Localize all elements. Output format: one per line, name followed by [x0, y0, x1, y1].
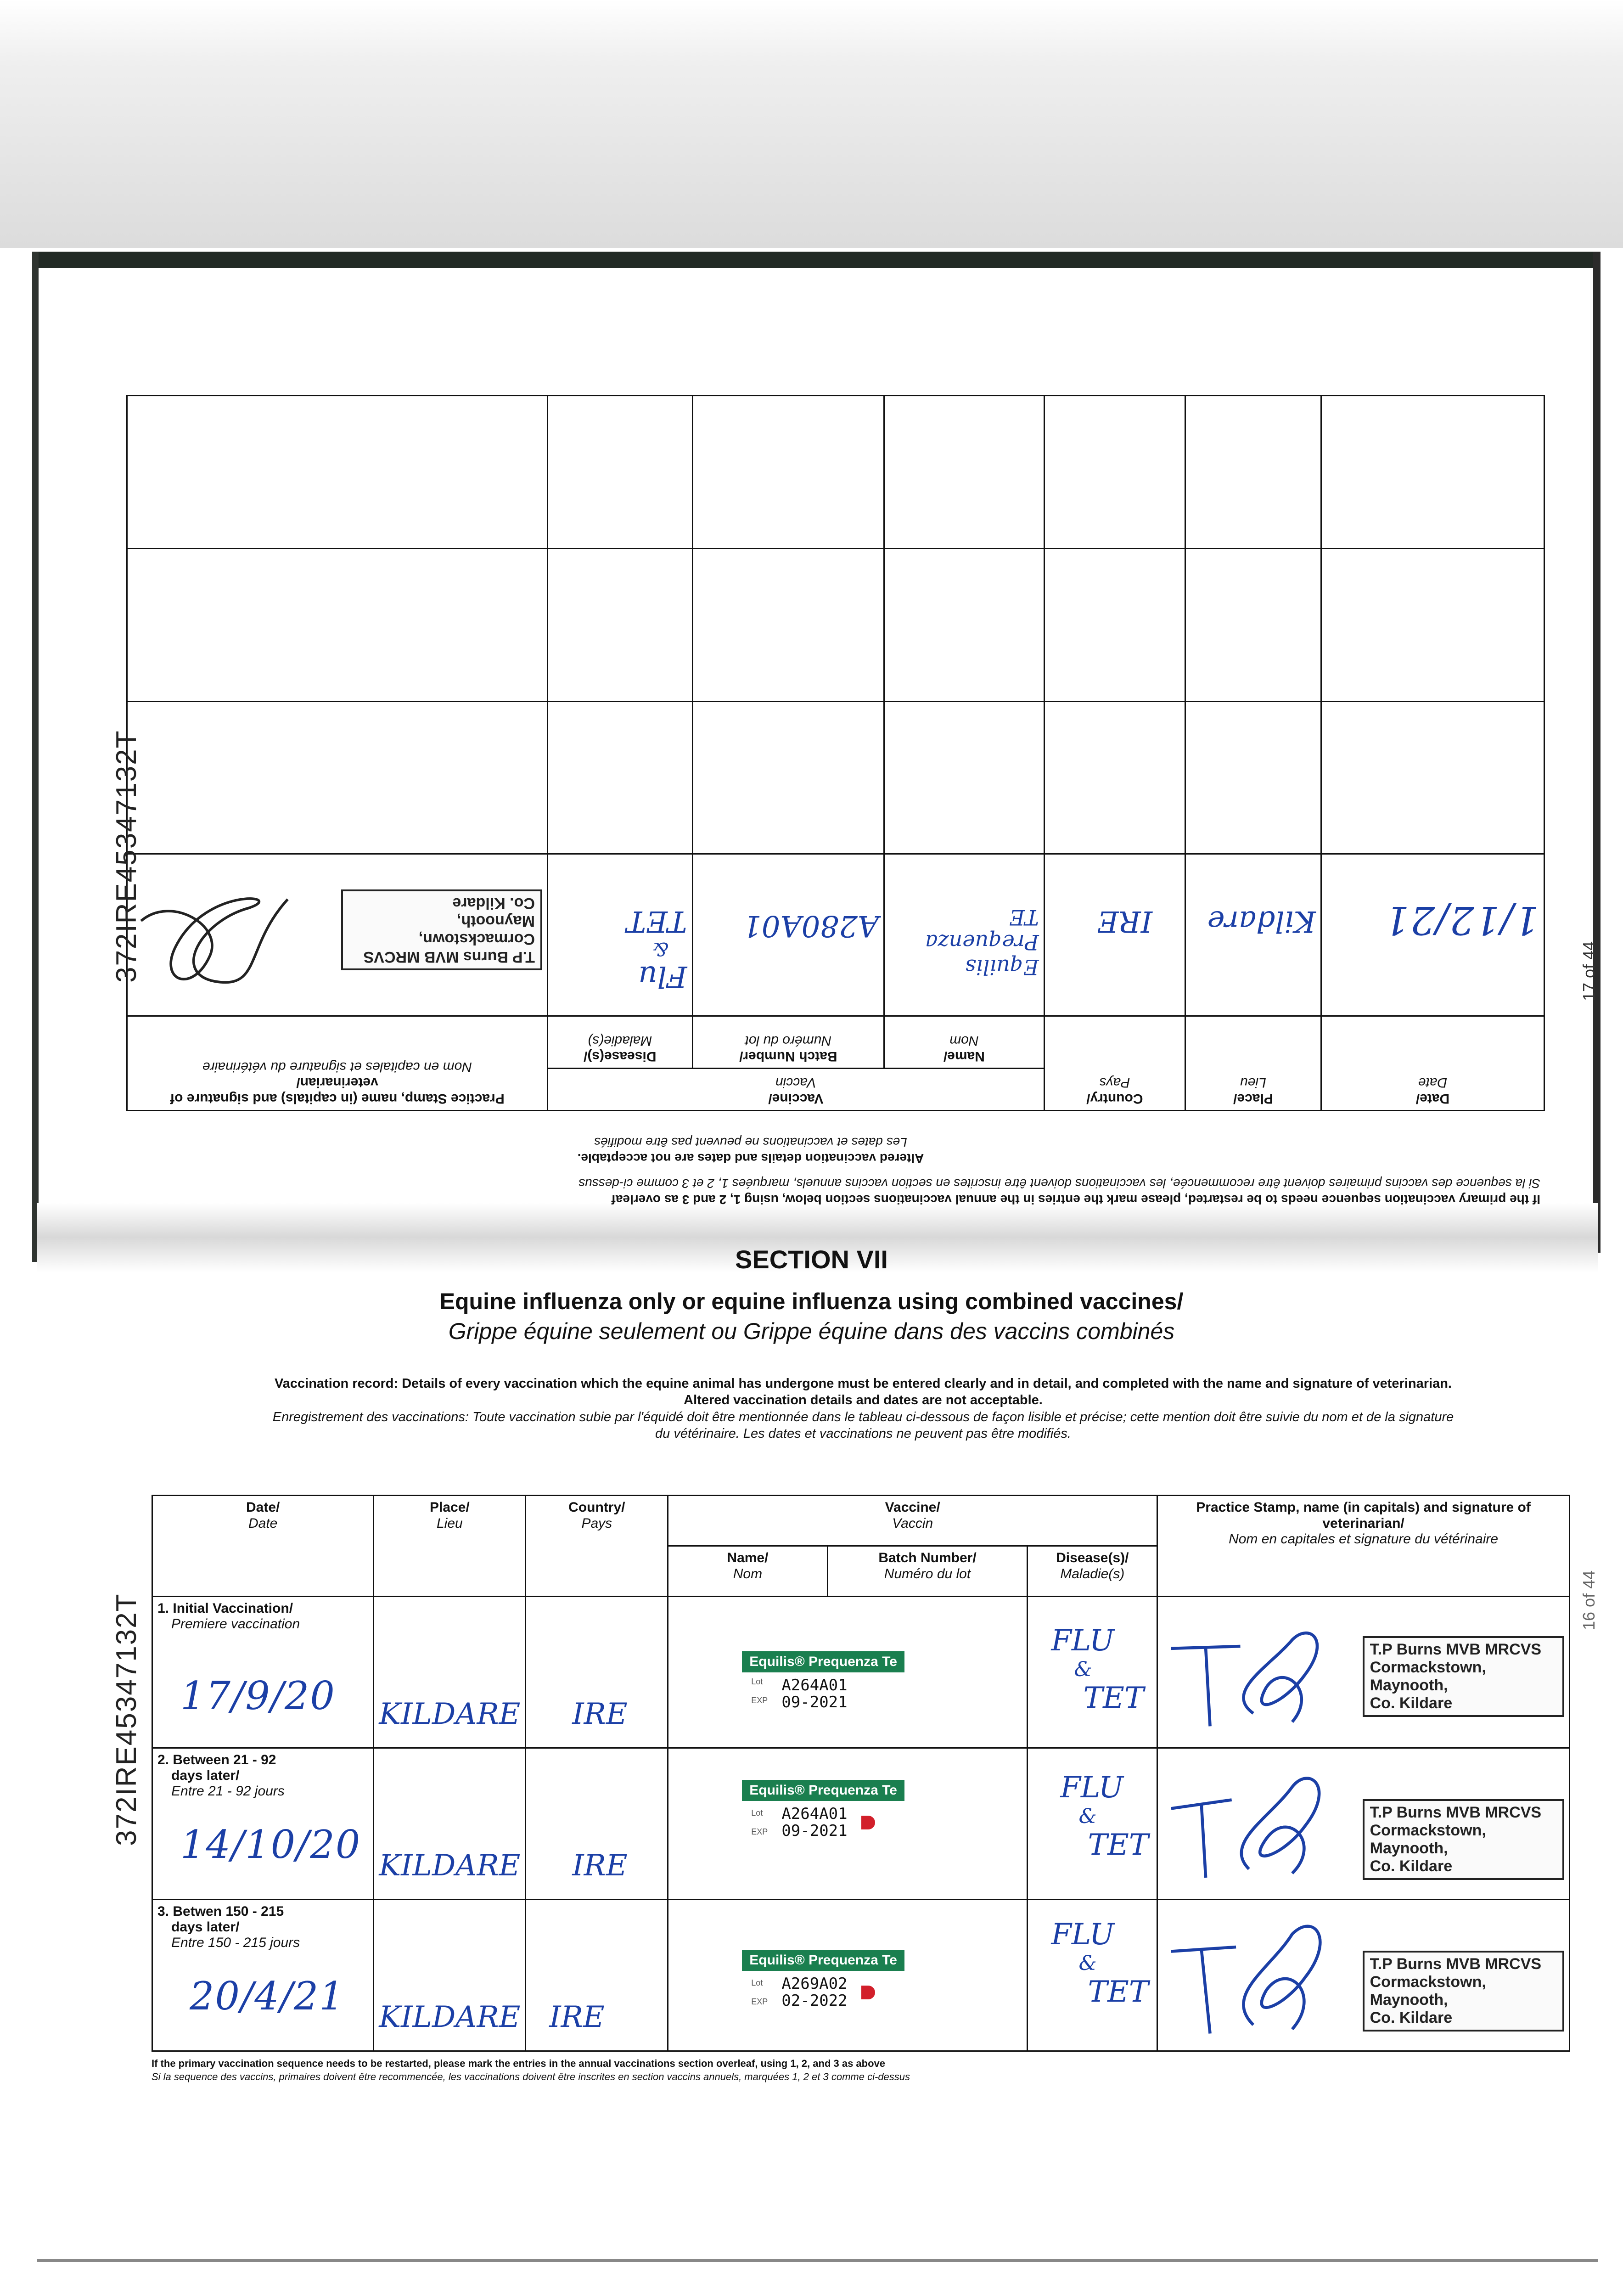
- lower-header-date: Date/ Date: [152, 1496, 374, 1597]
- upper-table-row-empty: [127, 548, 1544, 701]
- table-row: [152, 1597, 1570, 1748]
- row-stamp-cell: [1157, 1748, 1570, 1900]
- upper-altered-note: [406, 1134, 1095, 1166]
- upper-header-country: Country/ Pays: [1044, 1016, 1185, 1111]
- upper-table-row-empty: [127, 701, 1544, 854]
- row-place: KILDARE: [374, 1900, 526, 2051]
- upper-entry-country: IRE: [1044, 854, 1185, 1016]
- product-label: Equilis® Prequenza Te: [742, 1651, 904, 1672]
- upper-restart-note: [140, 1176, 1540, 1208]
- upper-page-number: 17 of 44: [1579, 941, 1598, 1001]
- top-background: [0, 0, 1623, 248]
- lower-header-vaccine: Vaccine/ Vaccin: [668, 1496, 1157, 1546]
- footer-fr: Si la sequence des vaccins, primaires doivent être recommencée, les vaccinations doivent être inscrites en section vaccins annuels, marquées 1, 2 et 3 comme ci-dessus: [152, 2071, 910, 2082]
- row-country: IRE: [526, 1597, 668, 1748]
- upper-header-name: Name/ Nom: [884, 1016, 1045, 1069]
- upper-entry-place: Kildare: [1185, 854, 1321, 1016]
- red-tab-icon: [861, 1986, 875, 1999]
- lower-header-place: Place/ Lieu: [374, 1496, 526, 1597]
- row-date-cell: 1. Initial Vaccination/ Premiere vaccination 17/9/20: [152, 1597, 374, 1748]
- practice-stamp: T.P Burns MVB MRCVS Cormackstown, Maynooth, Co. Kildare: [1363, 1951, 1564, 2032]
- section-title: SECTION VII: [735, 1245, 888, 1274]
- upper-header-place: Place/ Lieu: [1185, 1016, 1321, 1111]
- row-disease: FLU & TET: [1028, 1597, 1157, 1748]
- upper-header-disease: Disease(s)/ Maladie(s): [547, 1016, 692, 1069]
- lower-footer-note: [152, 2057, 1575, 2083]
- row-date: 20/4/21: [190, 1974, 345, 2019]
- row-vaccine-label: Equilis® Prequenza Te Lot EXP A264A01 09-2021: [668, 1597, 1028, 1748]
- row-date: 17/9/20: [180, 1673, 336, 1718]
- batch-lot: A269A02 02-2022: [781, 1975, 848, 2010]
- row-vaccine-label: Equilis® Prequenza Te Lot EXP A264A01 09-2021: [668, 1748, 1028, 1900]
- lower-header-disease: Disease(s)/ Maladie(s): [1028, 1546, 1157, 1597]
- row-date-cell: 3. Betwen 150 - 215 days later/ Entre 150 - 215 jours 20/4/21: [152, 1900, 374, 2051]
- upper-entry-batch: A280A01: [692, 854, 884, 1016]
- upper-altered-en: Altered vaccination details and dates are not acceptable.: [577, 1151, 924, 1165]
- record-en: Vaccination record: Details of every vaccination which the equine animal has undergone must be entered clearly and in detail, and completed with the name and signature of veterinarian.: [275, 1376, 1452, 1391]
- book-spine-edge: [32, 252, 1593, 268]
- upper-signature-icon: [132, 865, 314, 1012]
- upper-document-code: 372IRE45347132T: [111, 730, 142, 983]
- lower-header-batch: Batch Number/ Numéro du lot: [827, 1546, 1028, 1597]
- row-stamp-cell: [1157, 1597, 1570, 1748]
- upper-entry-stamp-cell: [127, 854, 548, 1016]
- section-subtitle-fr: Grippe équine seulement ou Grippe équine dans des vaccins combinés: [448, 1318, 1175, 1344]
- lower-document-code: 372IRE45347132T: [111, 1593, 142, 1846]
- row-country: IRE: [526, 1748, 668, 1900]
- record-en-2: Altered vaccination details and dates are not acceptable.: [684, 1393, 1043, 1408]
- bottom-edge-line: [37, 2259, 1598, 2262]
- row-disease: FLU & TET: [1028, 1900, 1157, 2051]
- batch-lot: A264A01 09-2021: [781, 1676, 848, 1712]
- vaccination-record-note: [147, 1375, 1579, 1442]
- row-date: 14/10/20: [180, 1822, 361, 1867]
- signature-icon: [1162, 1913, 1344, 2042]
- section-subtitle-en: Equine influenza only or equine influenza using combined vaccines/: [439, 1289, 1184, 1314]
- upper-vaccination-table: [126, 395, 1545, 1111]
- upper-entry-disease: Flu & TET: [547, 854, 692, 1016]
- upper-entry-date: 1/12/21: [1321, 854, 1544, 1016]
- upper-restart-en: If the primary vaccination sequence needs to be restarted, please mark the entries in the annual vaccinations section below, using 1, 2 and 3 as overleaf: [611, 1193, 1540, 1207]
- signature-icon: [1162, 1766, 1344, 1885]
- upper-table-row: [127, 854, 1544, 1016]
- upper-table-row-empty: [127, 396, 1544, 549]
- table-row: [152, 1748, 1570, 1900]
- row-disease: FLU & TET: [1028, 1748, 1157, 1900]
- row-place: KILDARE: [374, 1597, 526, 1748]
- red-tab-icon: [861, 1816, 875, 1829]
- practice-stamp: T.P Burns MVB MRCVS Cormackstown, Maynooth, Co. Kildare: [1363, 1799, 1564, 1880]
- record-fr: Enregistrement des vaccinations: Toute vaccination subie par l'équidé doit être mentionnée dans le tableau ci-dessous de façon lisible et précise; cette mention doit être suivie du nom et de la signature: [272, 1409, 1454, 1424]
- lower-page-number: 16 of 44: [1579, 1570, 1598, 1630]
- upper-header-date: Date/ Date: [1321, 1016, 1544, 1111]
- upper-entry-name: Equilis Prequenza TE: [884, 854, 1045, 1016]
- lower-header-name: Name/ Nom: [668, 1546, 827, 1597]
- upper-practice-stamp: T.P Burns MVB MRCVS Cormackstown, Maynooth, Co. Kildare: [341, 889, 542, 970]
- lower-header-country: Country/ Pays: [526, 1496, 668, 1597]
- row-date-cell: 2. Between 21 - 92 days later/ Entre 21 - 92 jours 14/10/20: [152, 1748, 374, 1900]
- upper-header-batch: Batch Number/ Numéro du lot: [692, 1016, 884, 1069]
- signature-icon: [1162, 1619, 1344, 1734]
- lower-vaccination-table: [152, 1495, 1570, 2052]
- product-label: Equilis® Prequenza Te: [742, 1950, 904, 1971]
- row-vaccine-label: Equilis® Prequenza Te Lot EXP A269A02 02-2022: [668, 1900, 1028, 2051]
- product-label: Equilis® Prequenza Te: [742, 1780, 904, 1801]
- upper-header-vaccine: Vaccine/ Vaccin: [547, 1069, 1044, 1111]
- upper-page-rotated: [0, 266, 1623, 1231]
- upper-restart-fr: Si la sequence des vaccins primaires doivent être recommencée, les vaccinations doivent être inscrites en section vaccins annuels, marquées 1, 2 et 3 comme ci-dessus: [578, 1176, 1540, 1191]
- row-place: KILDARE: [374, 1748, 526, 1900]
- batch-lot: A264A01 09-2021: [781, 1805, 848, 1840]
- footer-en: If the primary vaccination sequence needs to be restarted, please mark the entries in the annual vaccinations section overleaf, using 1, 2, and 3 as above: [152, 2058, 886, 2069]
- practice-stamp: T.P Burns MVB MRCVS Cormackstown, Maynooth, Co. Kildare: [1363, 1636, 1564, 1717]
- upper-altered-fr: Les dates et vaccinations ne peuvent pas être modifiés: [594, 1135, 907, 1149]
- table-row: [152, 1900, 1570, 2051]
- upper-header-stamp: Practice Stamp, name (in capitals) and signature of veterinarian/ Nom en capitales et signature du vétérinaire: [127, 1016, 548, 1111]
- row-stamp-cell: [1157, 1900, 1570, 2051]
- row-country: IRE: [526, 1900, 668, 2051]
- lower-header-stamp: Practice Stamp, name (in capitals) and signature of veterinarian/ Nom en capitales et signature du vétérinaire: [1157, 1496, 1570, 1597]
- record-fr-2: du vétérinaire. Les dates et vaccinations ne peuvent pas être modifiés.: [655, 1426, 1071, 1441]
